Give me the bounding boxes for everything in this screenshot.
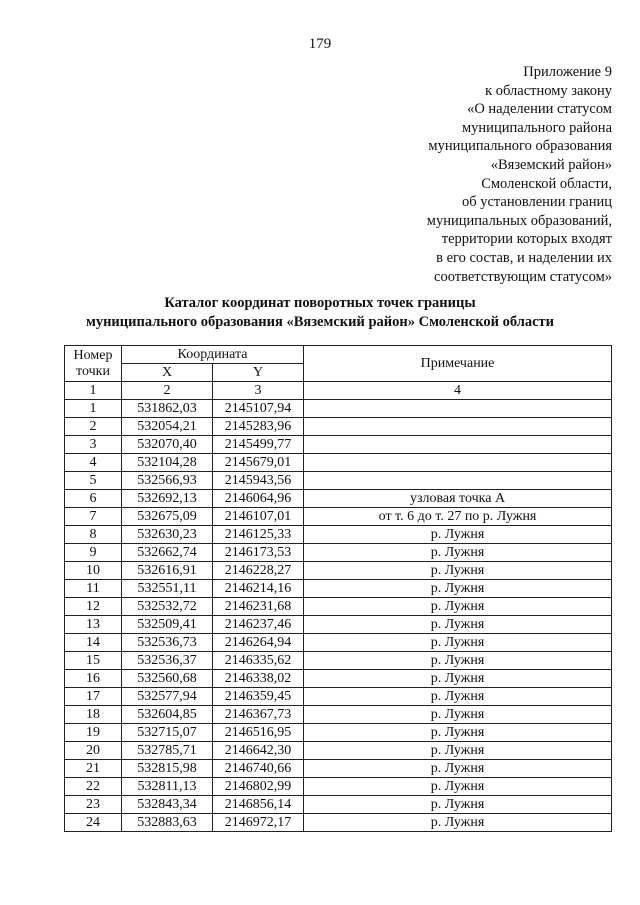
cell-x: 532692,13 [122,490,213,508]
cell-note: от т. 6 до т. 27 по р. Лужня [304,508,612,526]
cell-x: 532630,23 [122,526,213,544]
cell-note: р. Лужня [304,562,612,580]
table-row [65,634,612,652]
appendix-line: территории которых входят [441,231,612,248]
cell-point-number: 10 [65,562,122,580]
appendix-line: об установлении границ [461,194,612,211]
cell-point-number: 3 [65,436,122,454]
cell-point-number: 6 [65,490,122,508]
table-row [65,742,612,760]
cell-point-number: 21 [65,760,122,778]
table-row [65,526,612,544]
cell-note: р. Лужня [304,580,612,598]
cell-point-number: 22 [65,778,122,796]
cell-x: 532070,40 [122,436,213,454]
table-row [65,508,612,526]
table-row [65,670,612,688]
cell-x: 532616,91 [122,562,213,580]
cell-x: 532675,09 [122,508,213,526]
cell-note: р. Лужня [304,526,612,544]
cell-y: 2145107,94 [213,400,304,418]
cell-y: 2146231,68 [213,598,304,616]
appendix-line: муниципальных образований, [426,212,612,229]
table-row [65,490,612,508]
cell-note [304,472,612,490]
table-row [65,436,612,454]
cell-note: р. Лужня [304,652,612,670]
cell-point-number: 8 [65,526,122,544]
cell-note: р. Лужня [304,760,612,778]
cell-note [304,436,612,454]
cell-x: 532715,07 [122,724,213,742]
cell-point-number: 4 [65,454,122,472]
page-number: 179 [308,36,332,52]
cell-point-number: 14 [65,634,122,652]
table-row [65,472,612,490]
appendix-line: муниципального образования [428,138,612,155]
cell-point-number: 11 [65,580,122,598]
cell-y: 2145283,96 [213,418,304,436]
cell-y: 2145679,01 [213,454,304,472]
cell-point-number: 16 [65,670,122,688]
cell-y: 2146740,66 [213,760,304,778]
cell-y: 2145943,56 [213,472,304,490]
cell-x: 532536,37 [122,652,213,670]
cell-y: 2146367,73 [213,706,304,724]
cell-note: р. Лужня [304,616,612,634]
cell-x: 532843,34 [122,796,213,814]
title-line: муниципального образования «Вяземский район» Смоленской области [85,314,555,330]
cell-note: узловая точка А [304,490,612,508]
cell-y: 2146972,17 [213,814,304,832]
cell-y: 2146064,96 [213,490,304,508]
cell-y: 2146107,01 [213,508,304,526]
column-number: 1 [65,382,122,400]
table-row [65,580,612,598]
cell-x: 532662,74 [122,544,213,562]
table-row [65,760,612,778]
cell-note: р. Лужня [304,688,612,706]
cell-x: 532104,28 [122,454,213,472]
cell-point-number: 15 [65,652,122,670]
appendix-line: Приложение 9 [523,64,612,80]
cell-x: 532509,41 [122,616,213,634]
column-number: 3 [213,382,304,400]
cell-point-number: 19 [65,724,122,742]
cell-y: 2146173,53 [213,544,304,562]
cell-x: 532551,11 [122,580,213,598]
table-row [65,598,612,616]
table-row [65,652,612,670]
cell-x: 532815,98 [122,760,213,778]
header-y: Y [213,364,304,382]
title-line: Каталог координат поворотных точек границы [164,295,476,311]
header-x: X [122,364,213,382]
table-row [65,706,612,724]
coordinates-table [64,345,612,832]
cell-note: р. Лужня [304,778,612,796]
cell-x: 532566,93 [122,472,213,490]
cell-x: 532560,68 [122,670,213,688]
cell-y: 2146335,62 [213,652,304,670]
cell-y: 2146228,27 [213,562,304,580]
appendix-block [272,63,612,286]
table-row [65,724,612,742]
table-row [65,454,612,472]
cell-note: р. Лужня [304,706,612,724]
appendix-line: соответствующим статусом» [434,268,612,285]
column-number: 2 [122,382,213,400]
header-coordinate: Координата [122,346,304,364]
table-row [65,688,612,706]
cell-y: 2146338,02 [213,670,304,688]
cell-note [304,400,612,418]
cell-point-number: 23 [65,796,122,814]
table-row [65,562,612,580]
cell-point-number: 13 [65,616,122,634]
appendix-line: муниципального района [462,119,612,136]
cell-note [304,418,612,436]
table-row [65,616,612,634]
appendix-line: Смоленской области, [481,175,612,192]
header-point-number: Номер точки [65,346,122,382]
table-row [65,814,612,832]
cell-point-number: 20 [65,742,122,760]
cell-y: 2146856,14 [213,796,304,814]
cell-note [304,454,612,472]
cell-point-number: 7 [65,508,122,526]
cell-y: 2146214,16 [213,580,304,598]
table-row [65,796,612,814]
cell-point-number: 5 [65,472,122,490]
cell-y: 2146125,33 [213,526,304,544]
cell-y: 2146802,99 [213,778,304,796]
cell-y: 2145499,77 [213,436,304,454]
appendix-line: в его состав, и наделении их [436,249,612,266]
cell-note: р. Лужня [304,598,612,616]
table-row [65,418,612,436]
table-row [65,778,612,796]
cell-point-number: 9 [65,544,122,562]
header-note: Примечание [304,346,612,382]
cell-point-number: 18 [65,706,122,724]
cell-x: 532532,72 [122,598,213,616]
cell-note: р. Лужня [304,670,612,688]
cell-x: 532054,21 [122,418,213,436]
cell-note: р. Лужня [304,796,612,814]
cell-point-number: 2 [65,418,122,436]
appendix-line: «Вяземский район» [490,156,612,173]
appendix-line: к областному закону [485,82,612,99]
cell-y: 2146264,94 [213,634,304,652]
cell-y: 2146642,30 [213,742,304,760]
cell-note: р. Лужня [304,724,612,742]
table-body [65,400,612,832]
cell-y: 2146359,45 [213,688,304,706]
column-number: 4 [304,382,612,400]
document-title [0,294,640,332]
cell-point-number: 24 [65,814,122,832]
table-row [65,544,612,562]
cell-x: 532536,73 [122,634,213,652]
cell-point-number: 1 [65,400,122,418]
cell-y: 2146516,95 [213,724,304,742]
cell-x: 532785,71 [122,742,213,760]
cell-point-number: 17 [65,688,122,706]
appendix-line: «О наделении статусом [467,101,612,118]
cell-note: р. Лужня [304,634,612,652]
cell-note: р. Лужня [304,544,612,562]
cell-x: 532883,63 [122,814,213,832]
cell-note: р. Лужня [304,742,612,760]
cell-x: 531862,03 [122,400,213,418]
cell-x: 532577,94 [122,688,213,706]
cell-y: 2146237,46 [213,616,304,634]
cell-x: 532604,85 [122,706,213,724]
table-row [65,400,612,418]
cell-note: р. Лужня [304,814,612,832]
cell-point-number: 12 [65,598,122,616]
cell-x: 532811,13 [122,778,213,796]
